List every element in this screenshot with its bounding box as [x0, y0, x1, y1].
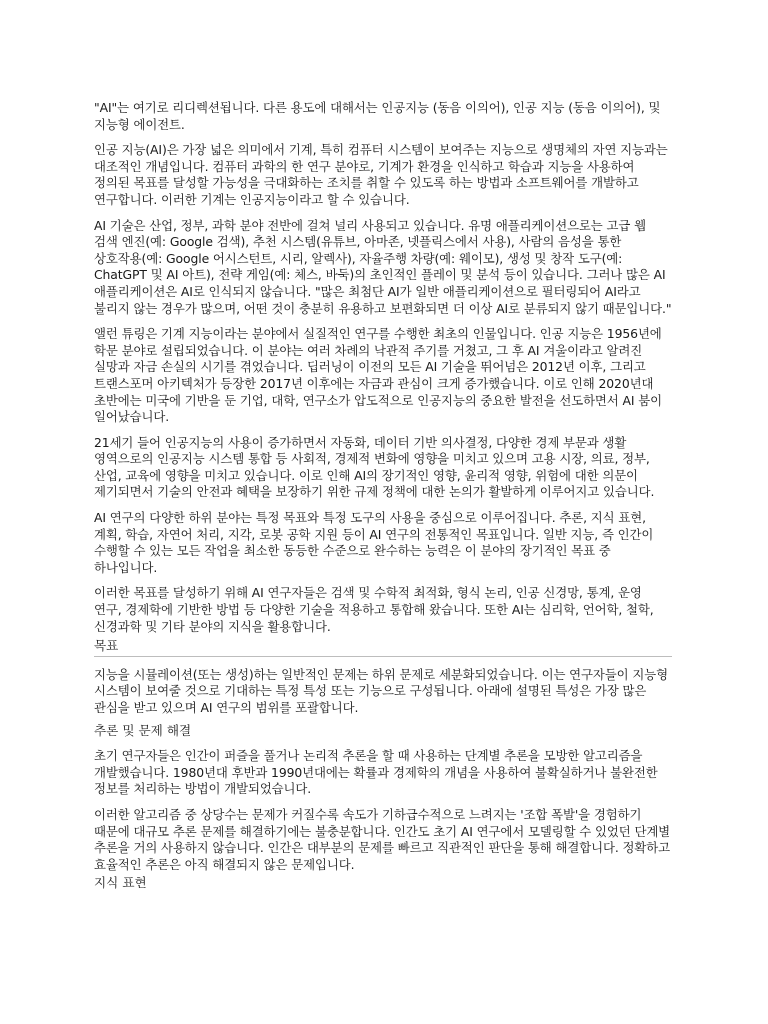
goals-paragraph: 지능을 시뮬레이션(또는 생성)하는 일반적인 문제는 하위 문제로 세분화되었습니다. 이는 연구자들이 지능형 시스템이 보여줄 것으로 기대하는 특정 특성 또는 기능으로 구성됩니다. 아래에 설명된 특성은 가장 많은 관심을 받고 있으며 AI 연구의 범위를 포괄합니다. — [94, 666, 668, 715]
reasoning-paragraph-1: 초기 연구자들은 인간이 퍼즐을 풀거나 논리적 추론을 할 때 사용하는 단계별 추론을 모방한 알고리즘을 개발했습니다. 1980년대 후반과 1990년대에는 확률과 경제학의 개념을 사용하여 불확실하거나 불완전한 정보를 처리하는 방법이 개발되었습니다. — [94, 748, 658, 797]
section-heading-knowledge-representation: 지식 표현 — [94, 875, 147, 891]
intro-paragraph-definition: 인공 지능(AI)은 가장 넓은 의미에서 기계, 특히 컴퓨터 시스템이 보여주는 지능으로 생명체의 자연 지능과는 대조적인 개념입니다. 컴퓨터 과학의 한 연구 분야로, 기계가 환경을 인식하고 학습과 지능을 사용하여 정의된 목표를 달성할 가능성을 극대화하는 조치를 취할 수 있도록 하는 방법과 소프트웨어를 개발하고 연구합니다. 이러한 기계는 인공지능이라고 할 수 있습니다. — [94, 142, 668, 207]
intro-paragraph-impact: 21세기 들어 인공지능의 사용이 증가하면서 자동화, 데이터 기반 의사결정, 다양한 경제 부문과 생활 영역으로의 인공지능 시스템 통합 등 사회적, 경제적 변화에 영향을 미치고 있으며 고용 시장, 의료, 정부, 산업, 교육에 영향을 미치고 있습니다. 이로 인해 AI의 장기적인 영향, 윤리적 영향, 위험에 대한 의문이 제기되면서 기술의 안전과 혜택을 보장하기 위한 규제 정책에 대한 논의가 활발하게 이루어지고 있습니다. — [94, 434, 655, 500]
intro-paragraph-applications: AI 기술은 산업, 정부, 과학 분야 전반에 걸쳐 널리 사용되고 있습니다. 유명 애플리케이션으로는 고급 웹 검색 엔진(예: Google 검색), 추천 시스템(유튜브, 아마존, 넷플릭스에서 사용), 사람의 음성을 통한 상호작용(예: Google 어시스턴트, 시리, 알렉사), 자율주행 차량(예: 웨이모), 생성 및 창작 도구(예: ChatGPT 및 AI 아트), 전략 게임(예: 체스, 바둑)의 초인적인 플레이 및 분석 등이 있습니다. 그러나 많은 AI 애플리케이션은 AI로 인식되지 않습니다. "많은 최첨단 AI가 일반 애플리케이션으로 필터링되어 AI라고 불리지 않는 경우가 많으며, 어떤 것이 충분히 유용하고 보편화되면 더 이상 AI로 분류되지 않기 때문입니다." — [94, 217, 672, 316]
article-body — [94, 100, 672, 901]
intro-paragraph-methods: 이러한 목표를 달성하기 위해 AI 연구자들은 검색 및 수학적 최적화, 형식 논리, 인공 신경망, 통계, 운영 연구, 경제학에 기반한 방법 등 다양한 기술을 적용하고 통합해 왔습니다. 또한 AI는 심리학, 언어학, 철학, 신경과학 및 기타 분야의 지식을 활용합니다. — [94, 585, 654, 634]
intro-paragraph-subfields: AI 연구의 다양한 하위 분야는 특정 목표와 특정 도구의 사용을 중심으로 이루어집니다. 추론, 지식 표현, 계획, 학습, 자연어 처리, 지각, 로봇 공학 지원 등이 AI 연구의 전통적인 목표입니다. 일반 지능, 즉 인간이 수행할 수 있는 모든 작업을 최소한 동등한 수준으로 완수하는 능력은 이 분야의 장기적인 목표 중 하나입니다. — [94, 510, 654, 575]
hatnote: "AI"는 여기로 리디렉션됩니다. 다른 용도에 대해서는 인공지능 (동음 이의어), 인공 지능 (동음 이의어), 및 지능형 에이전트. — [94, 100, 661, 132]
section-heading-goals: 목표 — [94, 638, 672, 657]
intro-paragraph-history: 앨런 튜링은 기계 지능이라는 분야에서 실질적인 연구를 수행한 최초의 인물입니다. 인공 지능은 1956년에 학문 분야로 설립되었습니다. 이 분야는 여러 차례의 낙관적 주기를 거쳤고, 그 후 AI 겨울이라고 알려진 실망과 자금 손실의 시기를 겪었습니다. 딥러닝이 이전의 모든 AI 기술을 뛰어넘은 2012년 이후, 그리고 트랜스포머 아키텍처가 등장한 2017년 이후에는 자금과 관심이 크게 증가했습니다. 이로 인해 2020년대 초반에는 미국에 기반을 둔 기업, 대학, 연구소가 압도적으로 인공지능의 중요한 발전을 선도하면서 AI 붐이 일어났습니다. — [94, 326, 663, 425]
section-heading-reasoning: 추론 및 문제 해결 — [94, 722, 192, 738]
reasoning-paragraph-2: 이러한 알고리즘 중 상당수는 문제가 커질수록 속도가 기하급수적으로 느려지는 '조합 폭발'을 경험하기 때문에 대규모 추론 문제를 해결하기에는 불충분합니다. 인간도 초기 AI 연구에서 모델링할 수 있었던 단계별 추론을 거의 사용하지 않습니다. 인간은 대부분의 문제를 빠르고 직관적인 판단을 통해 해결합니다. 정확하고 효율적인 추론은 아직 해결되지 않은 문제입니다. — [94, 806, 671, 872]
